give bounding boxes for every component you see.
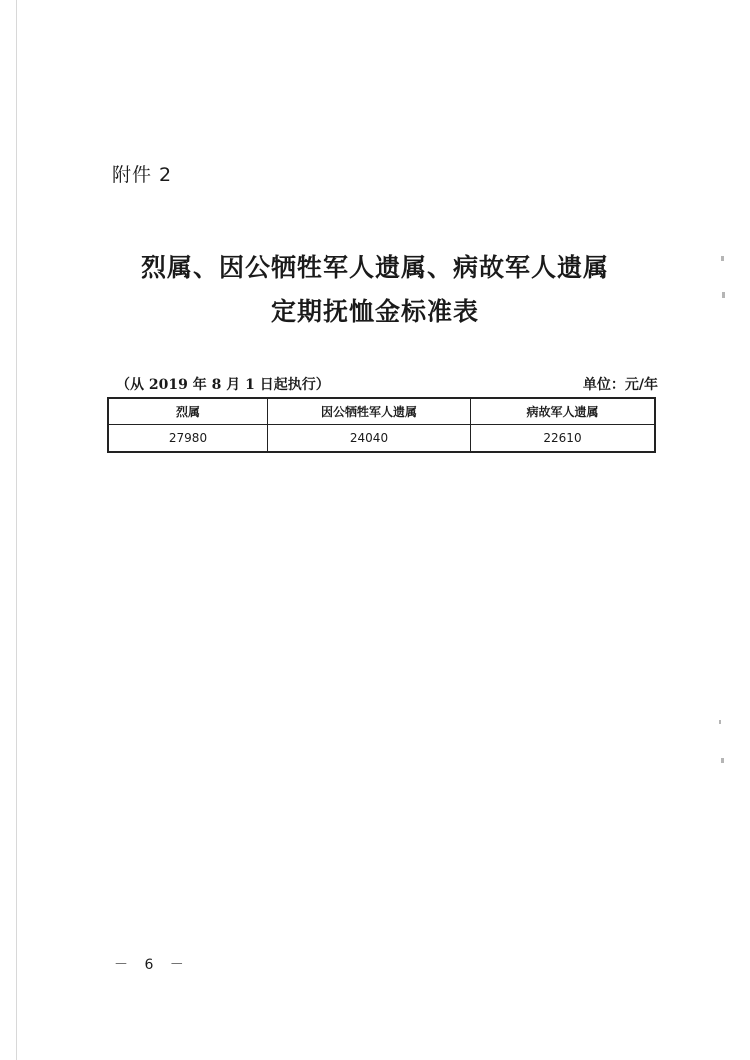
scan-speck (721, 256, 724, 261)
table-meta-row (116, 374, 658, 394)
page-number: － 6 － (114, 957, 190, 973)
cell-martyr-family-amount: 27980 (108, 425, 268, 453)
effective-date-note: （从 2019 年 8 月 1 日起执行） (116, 377, 330, 393)
column-header-illness-death-family: 病故军人遗属 (471, 398, 656, 425)
scan-speck (719, 720, 721, 724)
table-header-row (108, 398, 655, 425)
table-row (108, 425, 655, 453)
scan-speck (721, 758, 724, 763)
column-header-duty-death-family: 因公牺牲军人遗属 (268, 398, 471, 425)
document-title-line-2: 定期抚恤金标准表 (270, 297, 479, 326)
document-title-line-1: 烈属、因公牺牲军人遗属、病故军人遗属 (140, 253, 609, 282)
attachment-label: 附件 2 (112, 164, 173, 186)
pension-standard-table (107, 397, 656, 453)
page-edge (16, 0, 17, 1060)
scan-speck (722, 292, 725, 298)
cell-duty-death-family-amount: 24040 (268, 425, 471, 453)
cell-illness-death-family-amount: 22610 (471, 425, 656, 453)
column-header-martyr-family: 烈属 (108, 398, 268, 425)
unit-note: 单位：元/年 (582, 377, 658, 393)
